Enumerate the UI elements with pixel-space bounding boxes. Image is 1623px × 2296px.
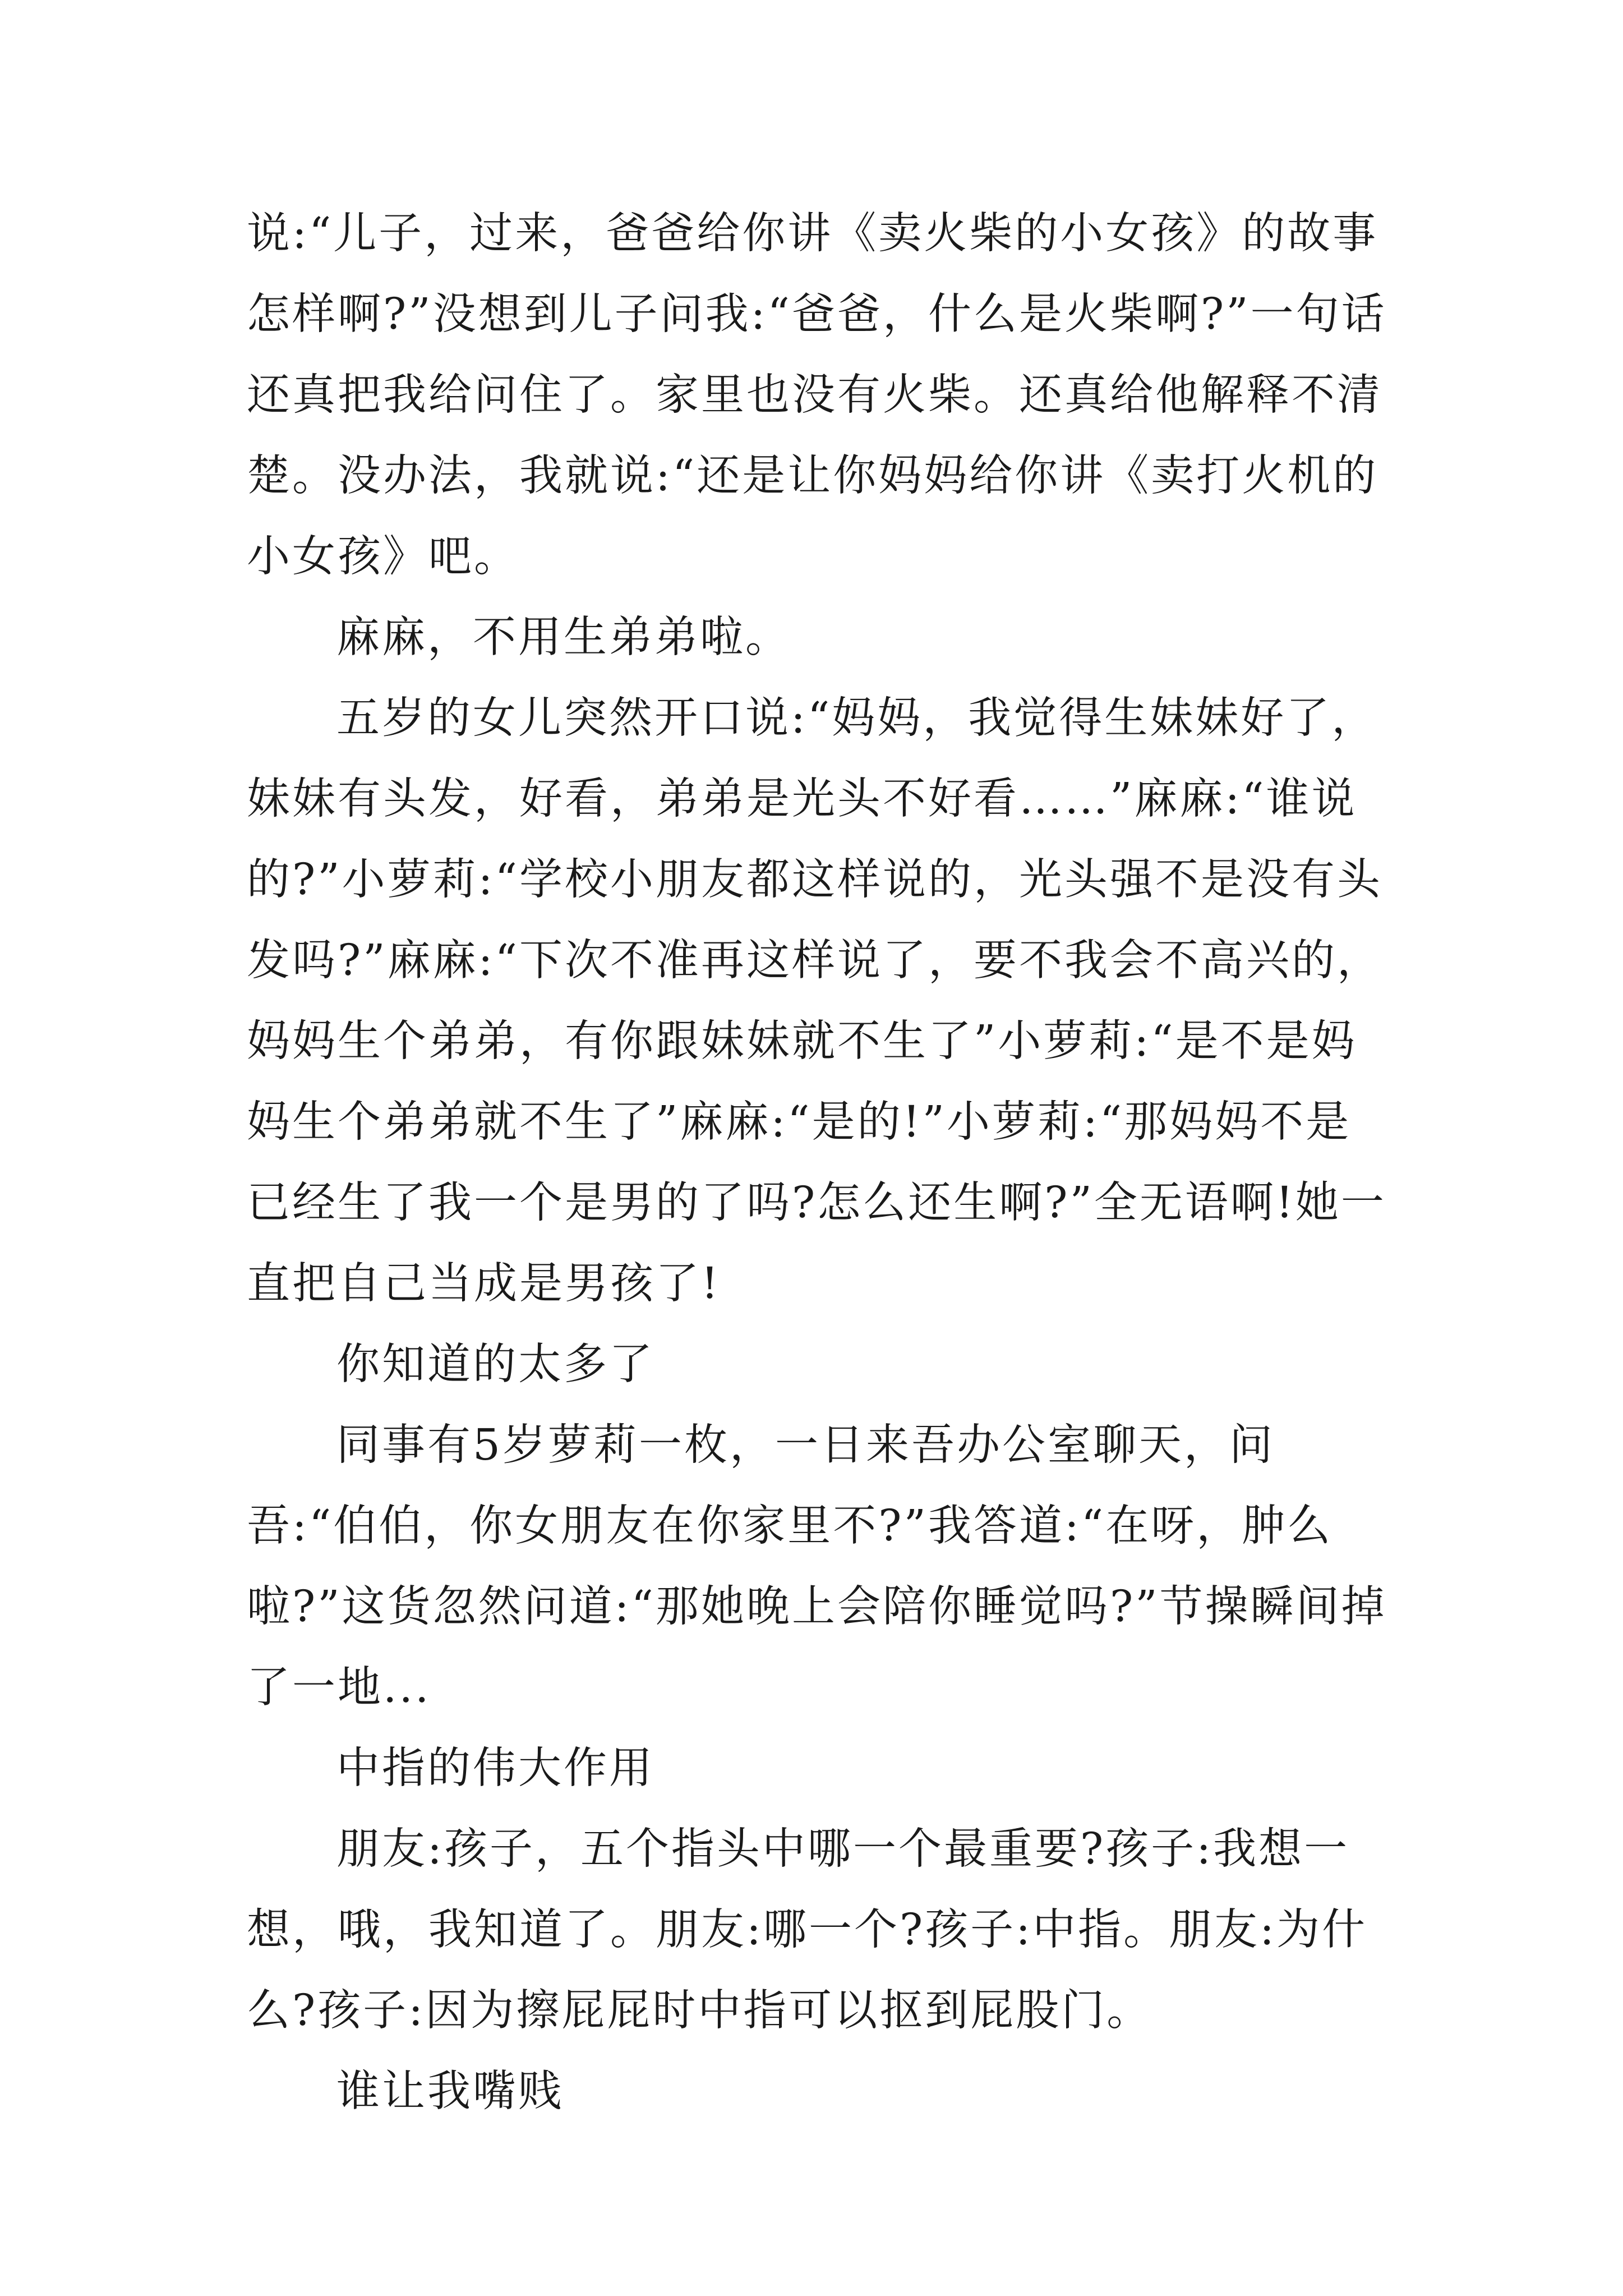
- heading-no-brother: 麻麻，不用生弟弟啦。: [336, 613, 791, 662]
- heading-middle-finger: 中指的伟大作用: [336, 1743, 654, 1793]
- paragraph-father-matches: 说:“儿子，过来，爸爸给你讲《卖火柴的小女孩》的故事怎样啊?”没想到儿子问我:“爸爸，什么是火柴啊?”一句话还真把我给问住了。家里也没有火柴。还真给他解释不清楚。没办法，我就说:“还是让你妈妈给你讲《卖打火机的小女孩》吧。: [247, 209, 1387, 582]
- paragraph-daughter-sister: 五岁的女儿突然开口说:“妈妈，我觉得生妹妹好了，妹妹有头发，好看，弟弟是光头不好看……”麻麻:“谁说的?”小萝莉:“学校小朋友都这样说的，光头强不是没有头发吗?”麻麻:“下次不准再这样说了，要不我会不高兴的，妈妈生个弟弟，有你跟妹妹就不生了”小萝莉:“是不是妈妈生个弟弟就不生了”麻麻:“是的!”小萝莉:“那妈妈不是已经生了我一个是男的了吗?怎么还生啊?”全无语啊!她一直把自己当成是男孩了!: [247, 693, 1386, 1309]
- body-text: [247, 194, 1396, 2132]
- heading-know-too-much: 你知道的太多了: [336, 1340, 654, 1389]
- paragraph-finger-question: 朋友:孩子，五个指头中哪一个最重要?孩子:我想一想，哦，我知道了。朋友:哪一个?孩子:中指。朋友:为什么?孩子:因为擦屁屁时中指可以抠到屁股门。: [247, 1824, 1368, 2036]
- paragraph-colleague-girl: 同事有5岁萝莉一枚，一日来吾办公室聊天，问吾:“伯伯，你女朋友在你家里不?”我答道:“在呀，肿么啦?”这货忽然问道:“那她晚上会陪你睡觉吗?”节操瞬间掉了一地...: [247, 1420, 1387, 1713]
- heading-my-fault: 谁让我嘴贱: [336, 2067, 564, 2116]
